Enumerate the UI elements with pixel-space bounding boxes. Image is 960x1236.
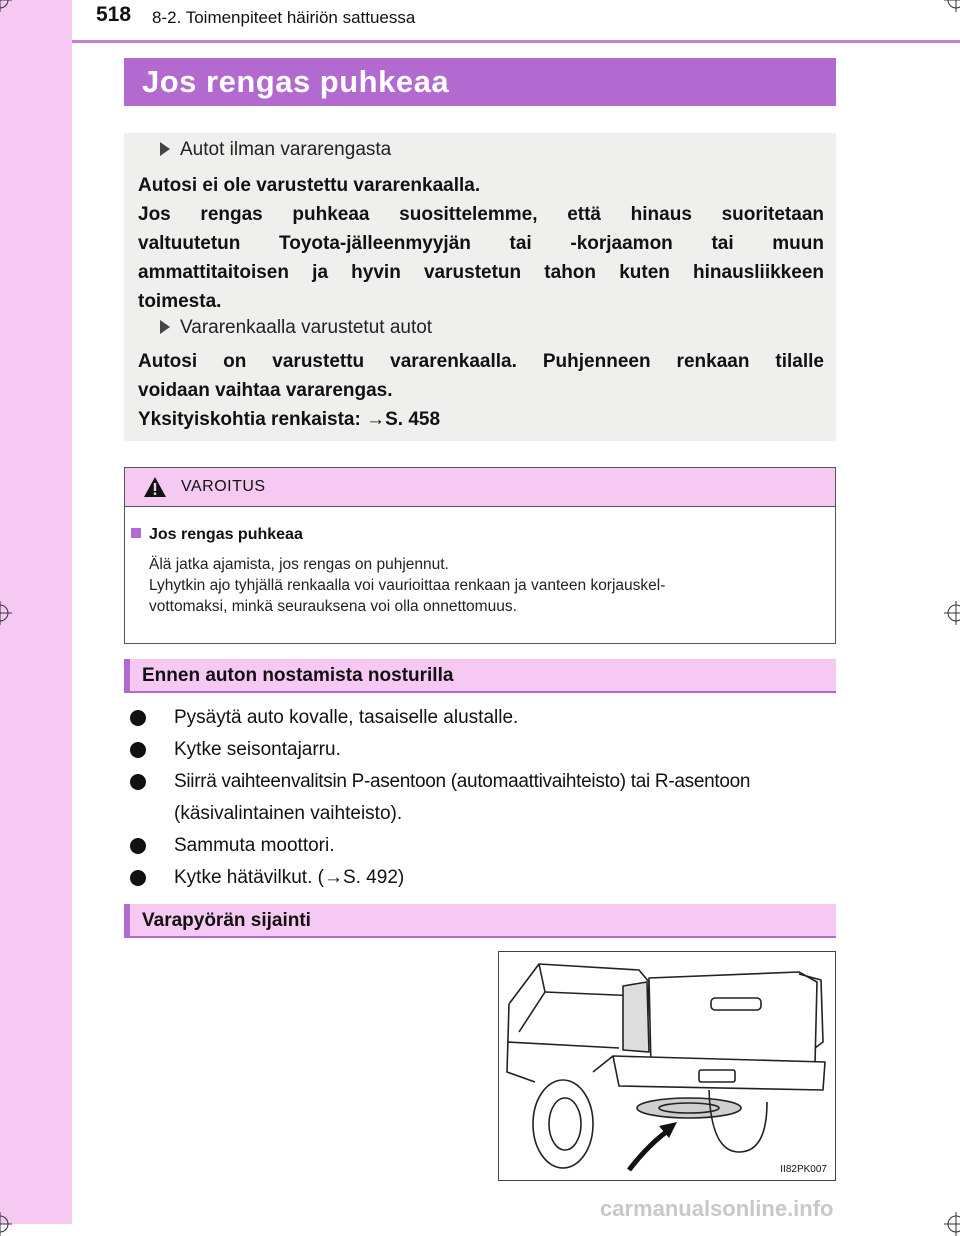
info-box [124,133,836,441]
page-title: Jos rengas puhkeaa [142,64,450,99]
para-line: Autosi ei ole varustettu vararenkaalla. [138,175,481,196]
warning-line: Lyhytkin ajo tyhjällä renkaalla voi vaurioittaa renkaan ja vanteen korjauskel- [149,577,666,594]
pickup-rear-illustration [499,952,835,1180]
section-heading-text: Ennen auton nostamista nosturilla [142,665,454,686]
para-line: voidaan vaihtaa vararengas. [138,380,393,401]
square-bullet-icon [131,528,141,538]
bullet-dot-icon [130,710,146,726]
subheading-text: Autot ilman vararengasta [180,139,392,160]
bullet-dot-icon [130,742,146,758]
subheading-no-spare [160,139,391,161]
warning-text [149,554,829,617]
list-item-text: Siirrä vaihteenvalitsin P-asentoon (automaattivaihteisto) tai R-asentoon [174,771,751,792]
registration-mark-icon [0,601,12,625]
para-line: toimesta. [138,291,222,312]
title-band [124,58,836,106]
registration-mark-icon [0,1212,12,1236]
registration-mark-icon [944,1212,960,1236]
section-heading-lift [124,659,836,693]
registration-mark-icon [0,0,12,12]
para-line: Yksityiskohtia renkaista: →S. 458 [138,409,441,430]
triangle-bullet-icon [160,142,170,156]
list-item [130,734,836,766]
list-item-text: Pysäytä auto kovalle, tasaiselle alustalle. [174,707,519,728]
paragraph-with-spare [138,347,824,434]
section-heading-spare [124,904,836,938]
watermark: carmanualsonline.info [600,1196,834,1221]
paragraph-no-spare [138,171,824,316]
subheading-with-spare [160,317,432,339]
bullet-dot-icon [130,870,146,886]
section-heading-text: Varapyörän sijainti [142,910,311,931]
warning-box [124,467,836,644]
para-line: Jos rengas puhkeaa suosittelemme, että hinaus suoritetaan [138,204,824,225]
header-rule [72,40,960,43]
list-item-text: Kytke seisontajarru. [174,739,341,760]
spare-wheel-location-figure [498,951,836,1181]
registration-mark-icon [944,601,960,625]
registration-mark-icon [944,0,960,12]
lift-steps-list [130,702,836,894]
warning-triangle-icon [143,476,167,498]
warning-header [125,468,835,507]
list-item [130,830,836,862]
triangle-bullet-icon [160,320,170,334]
warning-title [131,526,303,544]
list-item-text: Sammuta moottori. [174,835,335,856]
list-item [130,862,836,894]
list-item-text-continued: (käsivalintainen vaihteisto). [174,803,403,824]
bullet-dot-icon [130,838,146,854]
warning-title-text: Jos rengas puhkeaa [149,526,303,543]
warning-label: VAROITUS [181,478,266,495]
list-item-text: Kytke hätävilkut. (→S. 492) [174,867,405,888]
list-item [130,766,836,830]
bullet-dot-icon [130,774,146,790]
para-line: ammattitaitoisen ja hyvin varustetun tahon kuten hinausliikkeen [138,262,824,283]
para-line: valtuutetun Toyota-jälleenmyyjän tai -korjaamon tai muun [138,233,824,254]
subheading-text: Vararenkaalla varustetut autot [180,317,433,338]
para-line: Autosi on varustettu vararenkaalla. Puhjenneen renkaan tilalle [138,351,824,372]
warning-line: vottomaksi, minkä seurauksena voi olla onnettomuus. [149,598,517,615]
figure-code: II82PK007 [780,1164,827,1175]
section-label: 8-2. Toimenpiteet häiriön sattuessa [152,8,416,27]
page-number: 518 [96,3,132,26]
list-item [130,702,836,734]
warning-line: Älä jatka ajamista, jos rengas on puhjennut. [149,556,449,573]
